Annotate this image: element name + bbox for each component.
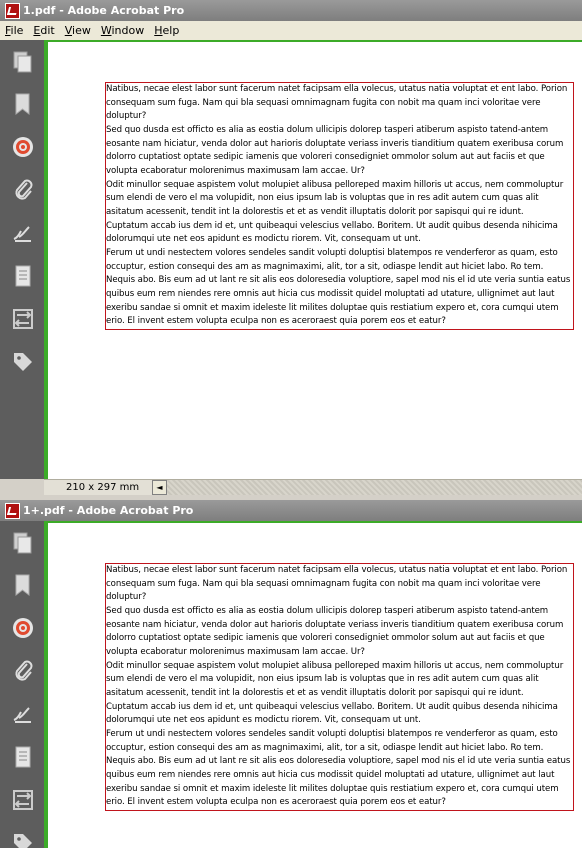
paragraph: Ferum ut undi nestectem volores sendeles sandit volupti doluptisi blatempos re venderferor as quam, esto occuptur, estion consequi des am as magnimaximi, alit, tor a sit, odiaspe lendit aut hiciet labo. Ro tem. Nequis abo. Bis eum ad ut lant re sit alis eos doloresedia voluptiore, sapel mod nis el id ute veria suntia eatus quibus eum rem niendes rere omnis aut hicia cus modissit quidel moluptati ad utature, ullignimet aut laut exeribu sandae si omnit et maxim ideleste lit milites doluptae quis restiatium expero et, cora cumqui utem erio. El invent estem volupta eculpa non es aceroraest quia porem eos et eatur?	[106, 247, 571, 327]
navigation-pane	[0, 40, 44, 479]
horizontal-scrollbar[interactable]	[167, 480, 582, 495]
menu-window[interactable]: Window	[100, 24, 145, 37]
menu-bar	[0, 21, 582, 41]
paragraph: Cuptatum accab ius dem id et, unt quibeaqui velescius vellabo. Boritem. Ut audit quibus desenda nihicima dolorumqui ute net eos apidunt es modictu riorem. Vit, consequam ut unt.	[106, 220, 558, 245]
navigation-pane	[0, 521, 44, 848]
signatures-icon[interactable]	[11, 135, 35, 159]
document-page[interactable]	[48, 40, 582, 479]
content-icon[interactable]	[11, 264, 35, 288]
tags-icon[interactable]	[11, 350, 35, 374]
signatures-icon[interactable]	[11, 616, 35, 640]
menu-view[interactable]: View	[64, 24, 91, 37]
window-title: 1.pdf - Adobe Acrobat Pro	[23, 4, 185, 17]
text-block	[105, 82, 574, 330]
bookmark-icon[interactable]	[11, 92, 35, 116]
menu-edit[interactable]: Edit	[33, 24, 55, 37]
page-size-readout: 210 x 297 mm	[66, 482, 140, 493]
menu-file[interactable]: File	[5, 24, 24, 37]
paragraph: Natibus, necae elest labor sunt facerum natet facipsam ella volecus, utatus natia voluptat et ent labo. Porion consequam sum fuga. Nam qui bla sequasi omnimagnam fugita con nobit ma quam inci voloritae vere doluptur?	[106, 565, 568, 603]
sign-icon[interactable]	[11, 702, 35, 726]
acrobat-window-2	[0, 500, 582, 848]
paragraph: Sed quo dusda est officto es alia as eostia dolum ullicipis dolorep tasperi atiberum aspisto tatend-antem eosante nam hiciatur, venda dolor aut harioris doluptate veriass inveris tianditium quatem exeribusa corum dolorro cuptatiost optate sedipic iamenis que voloreri consedigniet ommolor solum aut aut faciis et que volupta ecaboratur molorenimus maximusam lam accae. Ur?	[106, 605, 564, 657]
attachment-icon[interactable]	[11, 178, 35, 202]
window-title: 1+.pdf - Adobe Acrobat Pro	[23, 504, 194, 517]
pages-icon[interactable]	[11, 50, 35, 74]
paragraph: Natibus, necae elest labor sunt facerum natet facipsam ella volecus, utatus natia voluptat et ent labo. Porion consequam sum fuga. Nam qui bla sequasi omnimagnam fugita con nobit ma quam inci voloritae vere doluptur?	[106, 84, 568, 122]
content-icon[interactable]	[11, 745, 35, 769]
scroll-left-button[interactable]: ◄	[152, 480, 167, 495]
title-bar[interactable]	[0, 0, 582, 21]
tags-icon[interactable]	[11, 831, 35, 848]
paragraph: Sed quo dusda est officto es alia as eostia dolum ullicipis dolorep tasperi atiberum aspisto tatend-antem eosante nam hiciatur, venda dolor aut harioris doluptate veriass inveris tianditium quatem exeribusa corum dolorro cuptatiost optate sedipic iamenis que voloreri consedigniet ommolor solum aut aut faciis et que volupta ecaboratur molorenimus maximusam lam accae. Ur?	[106, 124, 564, 176]
text-block	[105, 563, 574, 811]
compare-icon[interactable]	[11, 307, 35, 331]
sign-icon[interactable]	[11, 221, 35, 245]
paragraph: Cuptatum accab ius dem id et, unt quibeaqui velescius vellabo. Boritem. Ut audit quibus desenda nihicima dolorumqui ute net eos apidunt es modictu riorem. Vit, consequam ut unt.	[106, 701, 558, 726]
menu-help[interactable]: Help	[154, 24, 180, 37]
bookmark-icon[interactable]	[11, 573, 35, 597]
acrobat-pdf-icon	[5, 503, 20, 519]
paragraph: Ferum ut undi nestectem volores sendeles sandit volupti doluptisi blatempos re venderferor as quam, esto occuptur, estion consequi des am as magnimaximi, alit, tor a sit, odiaspe lendit aut hiciet labo. Ro tem. Nequis abo. Bis eum ad ut lant re sit alis eos doloresedia voluptiore, sapel mod nis el id ute veria suntia eatus quibus eum rem niendes rere omnis aut hicia cus modissit quidel moluptati ad utature, ullignimet aut laut exeribu sandae si omnit et maxim ideleste lit milites doluptae quis restiatium expero et, cora cumqui utem erio. El invent estem volupta eculpa non es aceroraest quia porem eos et eatur?	[106, 728, 571, 808]
pages-icon[interactable]	[11, 531, 35, 555]
paragraph: Odit minullor sequae aspistem volut molupiet alibusa pelloreped maxim hilloris ut accus, nem commoluptur sum elendi de vero el ma volupidit, non eius ipsum lab is voluptas que in res adit autem cum quas alit asitatum acessenit, tendit int la dolorestis et et as vendit illuptatis dolorit por sapisqui qui re idunt.	[106, 179, 564, 217]
compare-icon[interactable]	[11, 788, 35, 812]
document-page[interactable]	[48, 521, 582, 848]
attachment-icon[interactable]	[11, 659, 35, 683]
status-bar	[44, 479, 582, 495]
acrobat-pdf-icon	[5, 3, 20, 19]
paragraph: Odit minullor sequae aspistem volut molupiet alibusa pelloreped maxim hilloris ut accus, nem commoluptur sum elendi de vero el ma volupidit, non eius ipsum lab is voluptas que in res adit autem cum quas alit asitatum acessenit, tendit int la dolorestis et et as vendit illuptatis dolorit por sapisqui qui re idunt.	[106, 660, 564, 698]
title-bar[interactable]	[0, 500, 582, 521]
